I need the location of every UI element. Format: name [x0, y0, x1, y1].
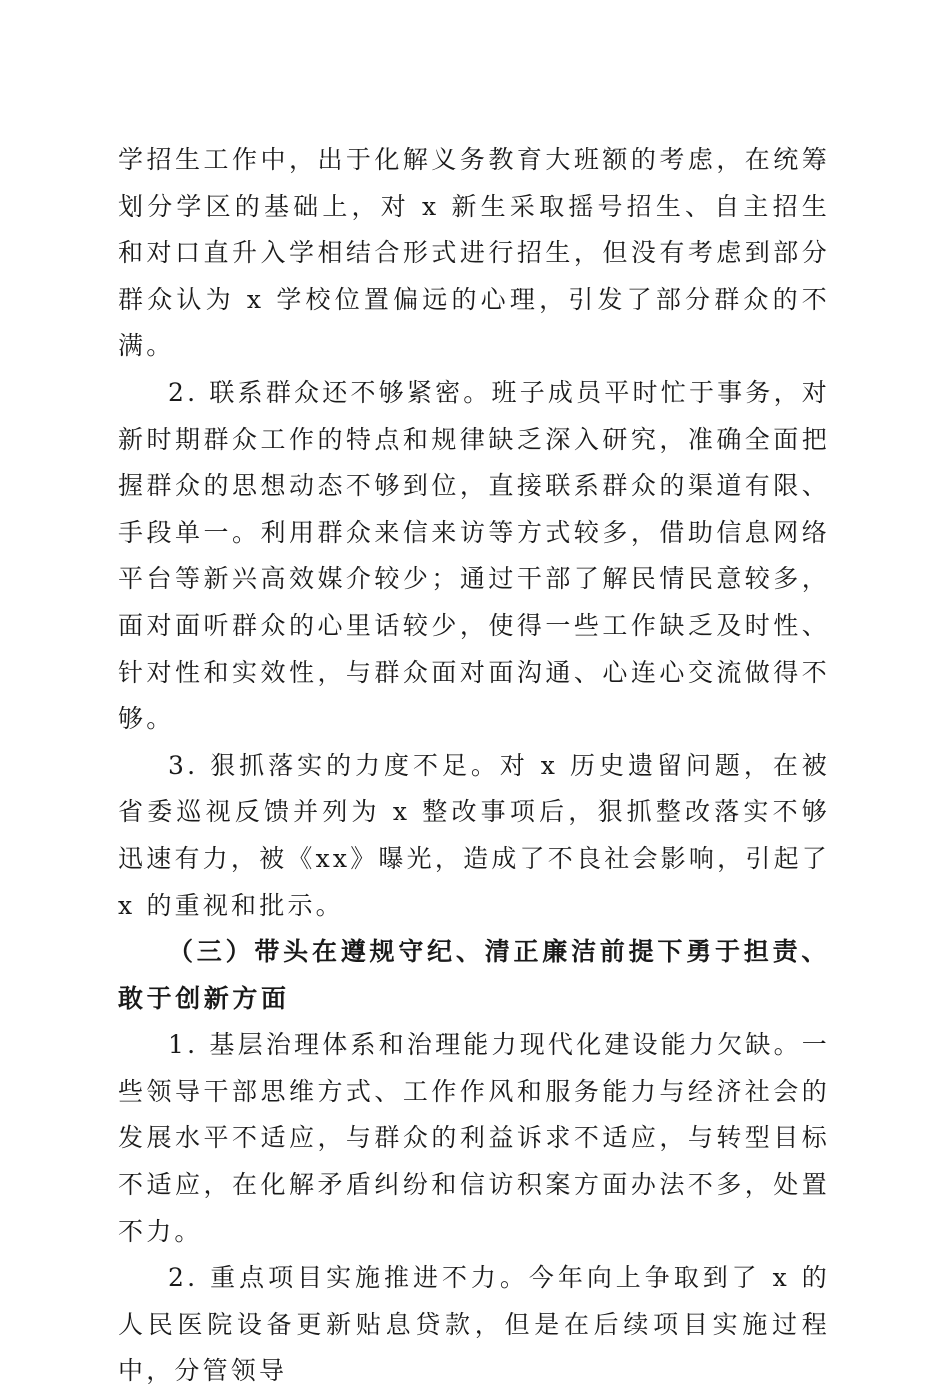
paragraph-governance: 1. 基层治理体系和治理能力现代化建设能力欠缺。一些领导干部思维方式、工作作风和服务能力与经济社会的发展水平不适应，与群众的利益诉求不适应，与转型目标不适应，在化解矛盾纠纷和信访积案方面办法不多，处置不力。	[118, 1030, 830, 1246]
paragraph-key-projects: 2. 重点项目实施推进不力。今年向上争取到了 x 的人民医院设备更新贴息贷款，但是在后续项目实施过程中，分管领导	[118, 1263, 830, 1386]
paragraph-implementation: 3. 狠抓落实的力度不足。对 x 历史遗留问题，在被省委巡视反馈并列为 x 整改事项后，狠抓整改落实不够迅速有力，被《xx》曝光，造成了不良社会影响，引起了 x 的重视和批示。	[118, 750, 830, 920]
section-heading-3: （三）带头在遵规守纪、清正廉洁前提下勇于担责、敢于创新方面	[118, 937, 830, 1013]
paragraph-contact-masses: 2. 联系群众还不够紧密。班子成员平时忙于事务，对新时期群众工作的特点和规律缺乏深入研究，准确全面把握群众的思想动态不够到位，直接联系群众的渠道有限、手段单一。利用群众来信来访等方式较多，借助信息网络平台等新兴高效媒介较少；通过干部了解民情民意较多，面对面听群众的心里话较少，使得一些工作缺乏及时性、针对性和实效性，与群众面对面沟通、心连心交流做得不够。	[118, 377, 830, 734]
paragraph-continuation: 学招生工作中，出于化解义务教育大班额的考虑，在统筹划分学区的基础上，对 x 新生采取摇号招生、自主招生和对口直升入学相结合形式进行招生，但没有考虑到部分群众认为 x 学校位置偏远的心理，引发了部分群众的不满。	[118, 145, 830, 361]
document-body	[118, 137, 830, 1395]
